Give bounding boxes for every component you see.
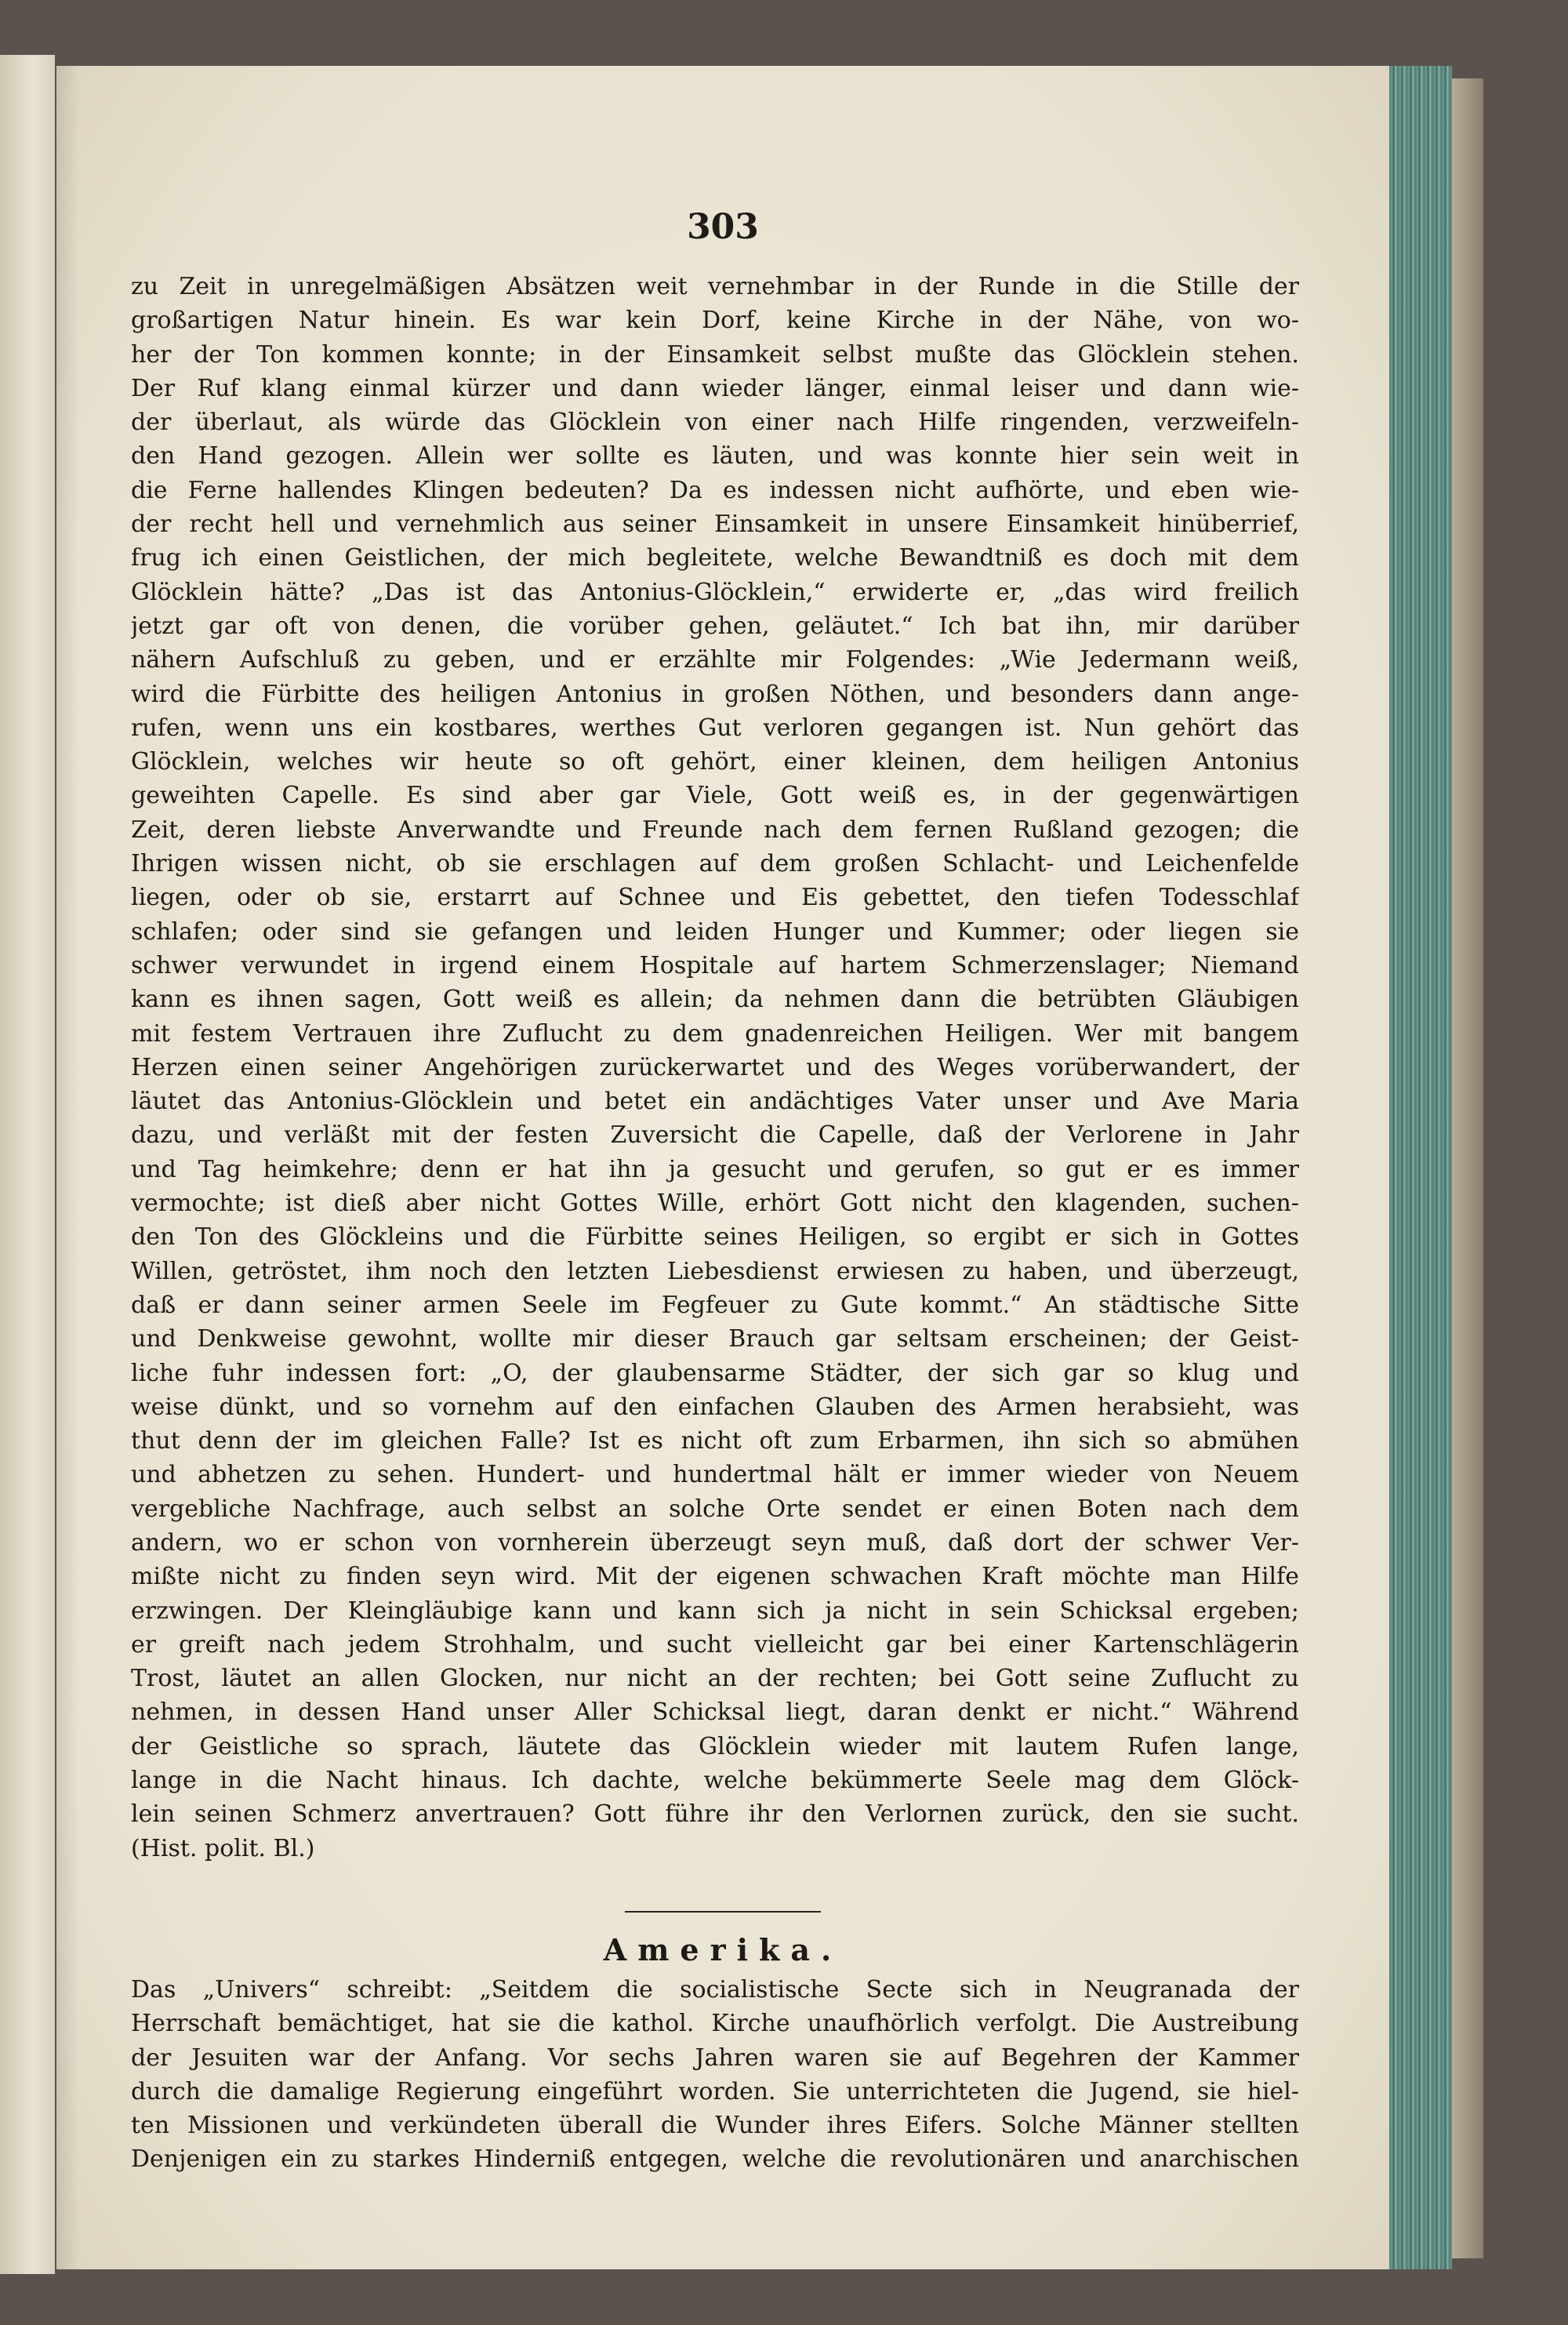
text-line: wird die Fürbitte des heiligen Antonius in großen Nöthen, und besonders dann ange-: [131, 680, 1299, 708]
text-line: vergebliche Nachfrage, auch selbst an solche Orte sendet er einen Boten nach dem: [131, 1495, 1299, 1523]
text-line: liche fuhr indessen fort: „O, der glaubensarme Städter, der sich gar so klug und: [131, 1359, 1299, 1387]
text-line: mit festem Vertrauen ihre Zuflucht zu dem gnadenreichen Heiligen. Wer mit bangem: [131, 1019, 1299, 1048]
text-line: den Hand gezogen. Allein wer sollte es läuten, und was konnte hier sein weit in: [131, 442, 1299, 470]
book-page: [56, 66, 1389, 2269]
section-text: [131, 1973, 1299, 2177]
section-heading: Amerika.: [603, 1932, 843, 1967]
text-line: zu Zeit in unregelmäßigen Absätzen weit vernehmbar in der Runde in die Stille der: [131, 273, 1299, 300]
text-line: geweihten Capelle. Es sind aber gar Viele, Gott weiß es, in der gegenwärtigen: [131, 782, 1299, 810]
text-line: erzwingen. Der Kleingläubige kann und kann sich ja nicht in sein Schicksal ergeben;: [131, 1597, 1299, 1625]
text-line: Ihrigen wissen nicht, ob sie erschlagen auf dem großen Schlacht- und Leichenfelde: [131, 850, 1299, 878]
text-line: lein seinen Schmerz anvertrauen? Gott führe ihr den Verlornen zurück, den sie sucht.: [131, 1800, 1299, 1829]
text-line: durch die damalige Regierung eingeführt worden. Sie unterrichteten die Jugend, sie hiel-: [131, 2077, 1299, 2105]
text-line: Willen, getröstet, ihm noch den letzten Liebesdienst erwiesen zu haben, und überzeugt,: [131, 1257, 1299, 1285]
text-line: (Hist. polit. Bl.): [131, 1834, 315, 1862]
text-line: die Ferne hallendes Klingen bedeuten? Da es indessen nicht aufhörte, und eben wie-: [131, 476, 1299, 504]
text-line: mißte nicht zu finden seyn wird. Mit der eigenen schwachen Kraft möchte man Hilfe: [131, 1563, 1299, 1591]
text-line: Glöcklein, welches wir heute so oft gehört, einer kleinen, dem heiligen Antonius: [131, 748, 1299, 776]
text-line: den Ton des Glöckleins und die Fürbitte seines Heiligen, so ergibt er sich in Gottes: [131, 1223, 1299, 1252]
text-line: nehmen, in dessen Hand unser Aller Schicksal liegt, daran denkt er nicht.“ Während: [131, 1698, 1299, 1727]
text-line: Denjenigen ein zu starkes Hinderniß entgegen, welche die revolutionären und anarchischen: [131, 2145, 1299, 2174]
text-line: her der Ton kommen konnte; in der Einsamkeit selbst mußte das Glöcklein stehen.: [131, 340, 1299, 369]
text-line: kann es ihnen sagen, Gott weiß es allein; da nehmen dann die betrübten Gläubigen: [131, 986, 1299, 1014]
text-line: er greift nach jedem Strohhalm, und sucht vielleicht gar bei einer Kartenschlägerin: [131, 1630, 1299, 1658]
book-cover-edge: [1452, 78, 1483, 2258]
text-line: und Denkweise gewohnt, wollte mir dieser Brauch gar seltsam erscheinen; der Geist-: [131, 1325, 1299, 1353]
text-line: liegen, oder ob sie, erstarrt auf Schnee und Eis gebettet, den tiefen Todesschlaf: [131, 884, 1299, 912]
body-text: [131, 270, 1299, 1865]
text-line: Trost, läutet an allen Glocken, nur nicht an der rechten; bei Gott seine Zuflucht zu: [131, 1665, 1299, 1693]
text-line: der Geistliche so sprach, läutete das Glöcklein wieder mit lautem Rufen lange,: [131, 1732, 1299, 1760]
facing-page-edge: [0, 55, 55, 2274]
text-line: vermochte; ist dieß aber nicht Gottes Wille, erhört Gott nicht den klagenden, suchen-: [131, 1190, 1299, 1218]
text-line: der überlaut, als würde das Glöcklein von einer nach Hilfe ringenden, verzweifeln-: [131, 409, 1299, 437]
text-line: daß er dann seiner armen Seele im Fegfeuer zu Gute kommt.“ An städtische Sitte: [131, 1291, 1299, 1319]
text-line: Der Ruf klang einmal kürzer und dann wieder länger, einmal leiser und dann wie-: [131, 374, 1299, 402]
text-line: Herzen einen seiner Angehörigen zurückerwartet und des Weges vorüberwandert, der: [131, 1053, 1299, 1081]
text-line: lange in die Nacht hinaus. Ich dachte, welche bekümmerte Seele mag dem Glöck-: [131, 1767, 1299, 1795]
text-line: großartigen Natur hinein. Es war kein Dorf, keine Kirche in der Nähe, von wo-: [131, 307, 1299, 335]
text-line: Das „Univers“ schreibt: „Seitdem die socialistische Secte sich in Neugranada der: [131, 1976, 1299, 2003]
text-line: rufen, wenn uns ein kostbares, werthes Gut verloren gegangen ist. Nun gehört das: [131, 714, 1299, 742]
text-line: andern, wo er schon von vornherein überzeugt seyn muß, daß dort der schwer Ver-: [131, 1528, 1299, 1557]
section-divider: [625, 1911, 821, 1913]
text-line: und abhetzen zu sehen. Hundert- und hundertmal hält er immer wieder von Neuem: [131, 1461, 1299, 1489]
text-line: der Jesuiten war der Anfang. Vor sechs Jahren waren sie auf Begehren der Kammer: [131, 2043, 1299, 2072]
text-line: Zeit, deren liebste Anverwandte und Freunde nach dem fernen Rußland gezogen; die: [131, 816, 1299, 844]
text-line: frug ich einen Geistlichen, der mich begleitete, welche Bewandtniß es doch mit dem: [131, 544, 1299, 572]
text-line: läutet das Antonius-Glöcklein und betet ein andächtiges Vater unser und Ave Maria: [131, 1088, 1299, 1116]
text-line: der recht hell und vernehmlich aus seiner Einsamkeit in unsere Einsamkeit hinüberrief,: [131, 510, 1299, 539]
text-line: und Tag heimkehre; denn er hat ihn ja gesucht und gerufen, so gut er es immer: [131, 1155, 1299, 1183]
text-line: Herrschaft bemächtiget, hat sie die kathol. Kirche unaufhörlich verfolgt. Die Austreibung: [131, 2010, 1299, 2038]
text-line: dazu, und verläßt mit der festen Zuversicht die Capelle, daß der Verlorene in Jahr: [131, 1121, 1299, 1150]
page-block-edge: [1389, 66, 1452, 2269]
text-line: nähern Aufschluß zu geben, und er erzählte mir Folgendes: „Wie Jedermann weiß,: [131, 646, 1299, 674]
text-line: schwer verwundet in irgend einem Hospitale auf hartem Schmerzenslager; Niemand: [131, 951, 1299, 979]
text-line: weise dünkt, und so vornehm auf den einfachen Glauben des Armen herabsieht, was: [131, 1393, 1299, 1421]
text-line: Glöcklein hätte? „Das ist das Antonius-Glöcklein,“ erwiderte er, „das wird freilich: [131, 578, 1299, 606]
text-line: thut denn der im gleichen Falle? Ist es nicht oft zum Erbarmen, ihn sich so abmühen: [131, 1427, 1299, 1455]
page-number: 303: [687, 207, 759, 247]
text-line: jetzt gar oft von denen, die vorüber gehen, geläutet.“ Ich bat ihn, mir darüber: [131, 612, 1299, 640]
text-line: schlafen; oder sind sie gefangen und leiden Hunger und Kummer; oder liegen sie: [131, 917, 1299, 946]
text-line: ten Missionen und verkündeten überall die Wunder ihres Eifers. Solche Männer stellten: [131, 2112, 1299, 2140]
